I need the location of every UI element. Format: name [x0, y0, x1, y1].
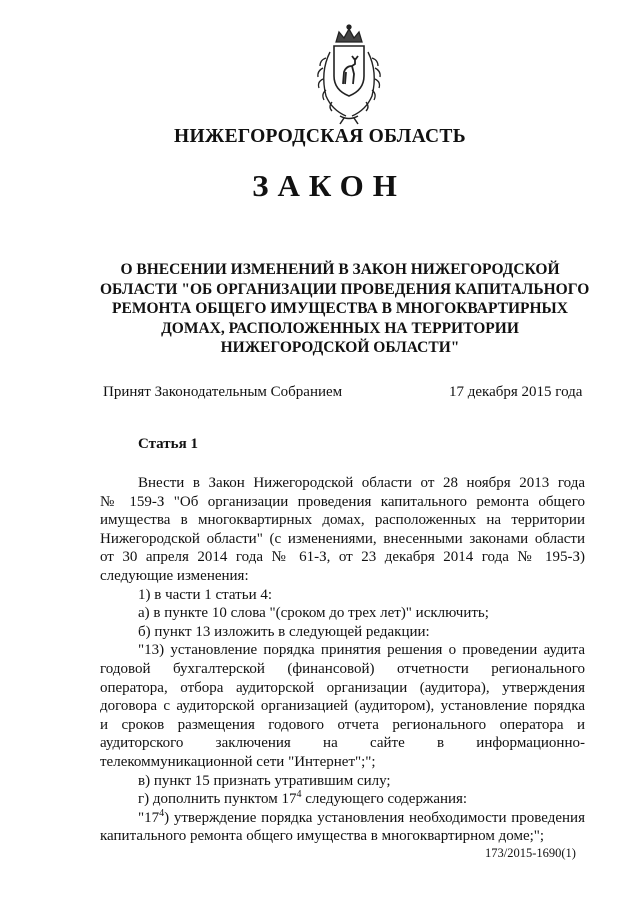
law-title-line: О ВНЕСЕНИИ ИЗМЕНЕНИЙ В ЗАКОН НИЖЕГОРОДСКОЙ	[120, 261, 560, 278]
body-line: от 30 апреля 2014 года № 61-З, от 23 декабря 2014 года № 195-З)	[100, 549, 585, 566]
item-g-text-end: следующего содержания:	[301, 791, 468, 808]
item-g-text: г) дополнить пунктом 17	[138, 791, 297, 808]
body-line: капитального ремонта общего имущества в многоквартирном доме;";	[100, 828, 545, 845]
body-line: и сроков размещения годового отчета регионального оператора и	[100, 716, 585, 733]
law-title-line: РЕМОНТА ОБЩЕГО ИМУЩЕСТВА В МНОГОКВАРТИРНЫХ	[112, 300, 568, 317]
item-17-text: ) утверждение порядка установления необходимости проведения	[164, 809, 585, 826]
registration-number: 173/2015-1690(1)	[485, 846, 576, 860]
body-line: б) пункт 13 изложить в следующей редакции:	[138, 623, 430, 640]
body-line: годовой бухгалтерской (финансовой) отчетности регионального	[100, 660, 585, 677]
coat-of-arms-emblem	[310, 22, 388, 126]
item-17-open: "17	[138, 809, 160, 826]
body-line-item-g	[100, 790, 585, 809]
body-line: аудиторского заключения на сайте в информационно-	[100, 735, 585, 752]
body-line: оператора, отбора аудиторской организации (аудитора), утверждения	[100, 679, 585, 696]
law-title-line: ОБЛАСТИ "ОБ ОРГАНИЗАЦИИ ПРОВЕДЕНИЯ КАПИТАЛЬНОГО	[100, 280, 590, 298]
law-title-line: НИЖЕГОРОДСКОЙ ОБЛАСТИ"	[220, 339, 460, 356]
law-title	[100, 260, 590, 358]
item-17-superscript: 4	[159, 807, 165, 819]
body-line-item-17	[100, 809, 585, 828]
item-g-superscript: 4	[296, 789, 302, 801]
article-heading: Статья 1	[138, 436, 198, 452]
law-title-line: ДОМАХ, РАСПОЛОЖЕННЫХ НА ТЕРРИТОРИИ	[161, 319, 519, 337]
body-line: Внести в Закон Нижегородской области от 28 ноября 2013 года	[138, 475, 585, 491]
document-type: ЗАКОН	[252, 168, 406, 203]
body-line: в) пункт 15 признать утратившим силу;	[138, 772, 391, 789]
body-line: "13) установление порядка принятия решения о проведении аудита	[138, 642, 585, 659]
body-line: имущества в многоквартирных домах, расположенных на территории	[100, 512, 585, 529]
article-body	[100, 474, 585, 846]
body-line: а) в пункте 10 слова "(сроком до трех лет)" исключить;	[138, 605, 489, 622]
body-line: Нижегородской области" (с изменениями, внесенными законами области	[100, 530, 585, 547]
body-line: № 159-З "Об организации проведения капитального ремонта общего	[100, 493, 585, 510]
body-line: 1) в части 1 статьи 4:	[138, 586, 273, 603]
adopted-by: Принят Законодательным Собранием	[103, 384, 343, 400]
body-line: телекоммуникационной сети "Интернет";";	[100, 753, 376, 770]
body-line: договора с аудиторской организацией (аудитором), установление порядка	[100, 698, 585, 715]
adoption-date: 17 декабря 2015 года	[449, 384, 583, 400]
body-line: следующие изменения:	[100, 567, 249, 584]
region-name: НИЖЕГОРОДСКАЯ ОБЛАСТЬ	[174, 126, 466, 147]
